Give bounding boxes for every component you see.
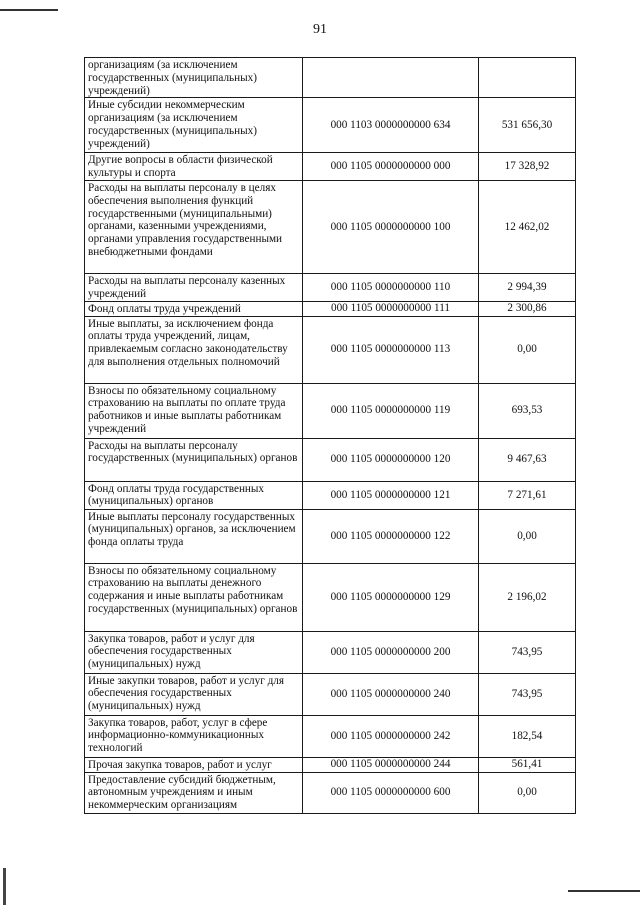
table-row: [85, 563, 576, 631]
row-name-cell: Иные выплаты персоналу государственных (муниципальных) органов, за исключением фонда оплаты труда: [85, 509, 303, 563]
row-name-cell: Закупка товаров, работ и услуг для обеспечения государственных (муниципальных) нужд: [85, 631, 303, 673]
row-code-cell: 000 1105 0000000000 113: [303, 316, 479, 383]
row-code-cell: 000 1105 0000000000 100: [303, 180, 479, 273]
row-code-cell: 000 1105 0000000000 244: [303, 757, 479, 772]
row-amount-cell: 12 462,02: [479, 180, 576, 273]
row-amount-cell: 561,41: [479, 757, 576, 772]
row-code-cell: 000 1105 0000000000 000: [303, 153, 479, 181]
budget-table: [84, 57, 576, 814]
budget-table-body: [85, 58, 576, 814]
row-code-cell: 000 1105 0000000000 120: [303, 438, 479, 481]
row-name-cell: Иные выплаты, за исключением фонда оплаты труда учреждений, лицам, привлекаемым согласно законодательству для выполнения отдельных полномочий: [85, 316, 303, 383]
row-amount-cell: 743,95: [479, 631, 576, 673]
table-row: [85, 153, 576, 181]
row-amount-cell: 0,00: [479, 772, 576, 813]
row-name-cell: Расходы на выплаты персоналу казенных учреждений: [85, 273, 303, 301]
row-name-cell: Взносы по обязательному социальному страхованию на выплаты денежного содержания и иные выплаты работникам государственных (муниципальных) органов: [85, 563, 303, 631]
table-row: [85, 383, 576, 438]
row-code-cell: 000 1105 0000000000 200: [303, 631, 479, 673]
table-row: [85, 438, 576, 481]
table-row: [85, 273, 576, 301]
scan-footer-line: [568, 890, 640, 892]
row-amount-cell: 7 271,61: [479, 481, 576, 509]
row-amount-cell: 531 656,30: [479, 98, 576, 153]
row-amount-cell: 0,00: [479, 316, 576, 383]
row-name-cell: Фонд оплаты труда государственных (муниципальных) органов: [85, 481, 303, 509]
row-code-cell: 000 1103 0000000000 634: [303, 98, 479, 153]
row-name-cell: Иные закупки товаров, работ и услуг для обеспечения государственных (муниципальных) нужд: [85, 673, 303, 715]
table-row: [85, 631, 576, 673]
row-amount-cell: 2 196,02: [479, 563, 576, 631]
row-name-cell: Закупка товаров, работ, услуг в сфере информационно-коммуникационных технологий: [85, 715, 303, 757]
row-name-cell: Другие вопросы в области физической культуры и спорта: [85, 153, 303, 181]
row-code-cell: 000 1105 0000000000 600: [303, 772, 479, 813]
row-code-cell: 000 1105 0000000000 110: [303, 273, 479, 301]
row-amount-cell: 182,54: [479, 715, 576, 757]
row-code-cell: 000 1105 0000000000 119: [303, 383, 479, 438]
scan-spine-edge: [3, 868, 6, 905]
row-name-cell: Фонд оплаты труда учреждений: [85, 301, 303, 316]
table-row: [85, 58, 576, 98]
row-name-cell: Расходы на выплаты персоналу государственных (муниципальных) органов: [85, 438, 303, 481]
table-row: [85, 301, 576, 316]
table-row: [85, 316, 576, 383]
row-code-cell: 000 1105 0000000000 121: [303, 481, 479, 509]
row-amount-cell: 17 328,92: [479, 153, 576, 181]
row-amount-cell: 693,53: [479, 383, 576, 438]
table-row: [85, 509, 576, 563]
table-row: [85, 715, 576, 757]
row-amount-cell: 2 300,86: [479, 301, 576, 316]
row-name-cell: Иные субсидии некоммерческим организациям (за исключением государственных (муниципальных) учреждений): [85, 98, 303, 153]
table-row: [85, 481, 576, 509]
row-name-cell: Взносы по обязательному социальному страхованию на выплаты по оплате труда работников и иные выплаты работникам учреждений: [85, 383, 303, 438]
row-code-cell: 000 1105 0000000000 242: [303, 715, 479, 757]
page-number: 91: [313, 22, 327, 37]
table-row: [85, 757, 576, 772]
table-row: [85, 180, 576, 273]
row-amount-cell: [479, 58, 576, 98]
row-code-cell: 000 1105 0000000000 122: [303, 509, 479, 563]
row-name-cell: организациям (за исключением государственных (муниципальных) учреждений): [85, 58, 303, 98]
row-amount-cell: 0,00: [479, 509, 576, 563]
row-name-cell: Расходы на выплаты персоналу в целях обеспечения выполнения функций государственными (муниципальными) органами, казенными учреждениями, органами управления государственными внебюджетными фондами: [85, 180, 303, 273]
scan-edge-mark: [0, 9, 58, 11]
row-amount-cell: 9 467,63: [479, 438, 576, 481]
row-amount-cell: 743,95: [479, 673, 576, 715]
row-code-cell: 000 1105 0000000000 129: [303, 563, 479, 631]
table-row: [85, 98, 576, 153]
table-row: [85, 673, 576, 715]
table-row: [85, 772, 576, 813]
row-name-cell: Предоставление субсидий бюджетным, автономным учреждениям и иным некоммерческим организациям: [85, 772, 303, 813]
row-amount-cell: 2 994,39: [479, 273, 576, 301]
row-code-cell: 000 1105 0000000000 240: [303, 673, 479, 715]
row-code-cell: 000 1105 0000000000 111: [303, 301, 479, 316]
row-name-cell: Прочая закупка товаров, работ и услуг: [85, 757, 303, 772]
row-code-cell: [303, 58, 479, 98]
